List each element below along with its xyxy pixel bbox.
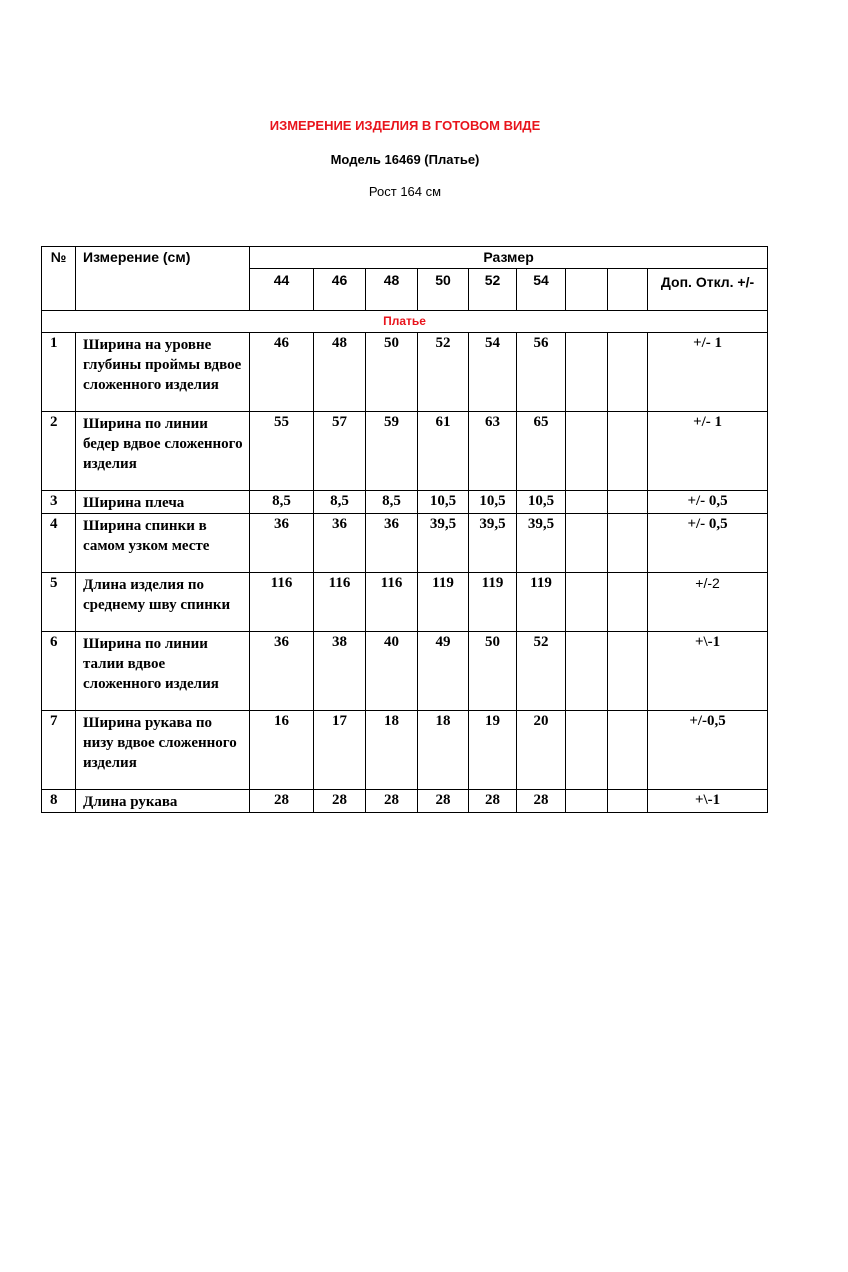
row-tolerance: +\-1	[648, 632, 768, 711]
row-value: 63	[469, 412, 517, 491]
row-value: 116	[314, 573, 366, 632]
row-value: 39,5	[418, 514, 469, 573]
row-number: 5	[42, 573, 76, 632]
row-value: 19	[469, 711, 517, 790]
empty-cell	[566, 269, 608, 311]
empty-cell	[608, 573, 648, 632]
measurement-table	[41, 246, 768, 813]
empty-cell	[608, 711, 648, 790]
empty-cell	[566, 711, 608, 790]
document-title: ИЗМЕРЕНИЕ ИЗДЕЛИЯ В ГОТОВОМ ВИДЕ	[269, 118, 541, 133]
row-value: 28	[469, 790, 517, 813]
row-value: 57	[314, 412, 366, 491]
row-number: 6	[42, 632, 76, 711]
row-value: 65	[517, 412, 566, 491]
row-tolerance: +/- 1	[648, 412, 768, 491]
row-value: 54	[469, 333, 517, 412]
row-value: 48	[314, 333, 366, 412]
row-value: 8,5	[314, 491, 366, 514]
empty-cell	[566, 790, 608, 813]
row-number: 2	[42, 412, 76, 491]
size-header: 44	[250, 269, 314, 311]
row-value: 28	[517, 790, 566, 813]
row-value: 36	[250, 632, 314, 711]
row-value: 36	[250, 514, 314, 573]
empty-cell	[608, 514, 648, 573]
row-measurement-name: Ширина плеча	[76, 491, 250, 514]
empty-cell	[608, 412, 648, 491]
row-measurement-name: Ширина рукава по низу вдвое сложенного изделия	[76, 711, 250, 790]
row-value: 17	[314, 711, 366, 790]
row-tolerance: +/- 0,5	[648, 491, 768, 514]
row-value: 116	[366, 573, 418, 632]
row-value: 61	[418, 412, 469, 491]
empty-cell	[608, 491, 648, 514]
empty-cell	[566, 412, 608, 491]
table-row	[42, 711, 768, 790]
row-value: 119	[469, 573, 517, 632]
row-value: 10,5	[517, 491, 566, 514]
empty-cell	[608, 333, 648, 412]
row-value: 40	[366, 632, 418, 711]
size-header: 48	[366, 269, 418, 311]
row-number: 4	[42, 514, 76, 573]
row-number: 1	[42, 333, 76, 412]
size-header: 54	[517, 269, 566, 311]
row-value: 10,5	[469, 491, 517, 514]
row-value: 28	[366, 790, 418, 813]
row-value: 116	[250, 573, 314, 632]
row-value: 52	[418, 333, 469, 412]
table-row	[42, 632, 768, 711]
row-value: 8,5	[366, 491, 418, 514]
row-value: 119	[418, 573, 469, 632]
row-value: 10,5	[418, 491, 469, 514]
row-value: 50	[469, 632, 517, 711]
empty-cell	[566, 514, 608, 573]
empty-cell	[608, 632, 648, 711]
row-value: 36	[366, 514, 418, 573]
row-value: 8,5	[250, 491, 314, 514]
row-measurement-name: Ширина по линии бедер вдвое сложенного изделия	[76, 412, 250, 491]
empty-cell	[608, 269, 648, 311]
row-number: 7	[42, 711, 76, 790]
header-number: №	[42, 247, 76, 311]
row-value: 39,5	[517, 514, 566, 573]
row-measurement-name: Ширина спинки в самом узком месте	[76, 514, 250, 573]
row-tolerance: +/-2	[648, 573, 768, 632]
table-row	[42, 790, 768, 813]
row-tolerance: +\-1	[648, 790, 768, 813]
row-value: 39,5	[469, 514, 517, 573]
row-number: 8	[42, 790, 76, 813]
header-tolerance: Доп. Откл. +/-	[648, 269, 768, 311]
row-value: 46	[250, 333, 314, 412]
header-measurement: Измерение (см)	[76, 247, 250, 311]
row-value: 55	[250, 412, 314, 491]
empty-cell	[608, 790, 648, 813]
empty-cell	[566, 491, 608, 514]
table-row	[42, 514, 768, 573]
row-value: 56	[517, 333, 566, 412]
row-value: 36	[314, 514, 366, 573]
row-value: 59	[366, 412, 418, 491]
row-value: 49	[418, 632, 469, 711]
row-measurement-name: Ширина по линии талии вдвое сложенного изделия	[76, 632, 250, 711]
row-measurement-name: Длина изделия по среднему шву спинки	[76, 573, 250, 632]
table-row	[42, 573, 768, 632]
row-value: 38	[314, 632, 366, 711]
size-header: 46	[314, 269, 366, 311]
row-tolerance: +/- 0,5	[648, 514, 768, 573]
empty-cell	[566, 632, 608, 711]
row-tolerance: +/- 1	[648, 333, 768, 412]
size-header: 52	[469, 269, 517, 311]
header-size: Размер	[250, 247, 768, 269]
row-value: 119	[517, 573, 566, 632]
row-value: 18	[366, 711, 418, 790]
row-value: 16	[250, 711, 314, 790]
row-measurement-name: Ширина на уровне глубины проймы вдвое сложенного изделия	[76, 333, 250, 412]
row-value: 28	[250, 790, 314, 813]
row-measurement-name: Длина рукава	[76, 790, 250, 813]
row-value: 28	[314, 790, 366, 813]
row-value: 20	[517, 711, 566, 790]
row-tolerance: +/-0,5	[648, 711, 768, 790]
row-value: 18	[418, 711, 469, 790]
table-row	[42, 333, 768, 412]
empty-cell	[566, 573, 608, 632]
row-number: 3	[42, 491, 76, 514]
table-row	[42, 491, 768, 514]
table-row	[42, 412, 768, 491]
section-dress: Платье	[42, 311, 768, 333]
height-label: Рост 164 см	[368, 184, 442, 199]
size-header: 50	[418, 269, 469, 311]
row-value: 28	[418, 790, 469, 813]
model-label: Модель 16469 (Платье)	[330, 152, 480, 167]
empty-cell	[566, 333, 608, 412]
row-value: 52	[517, 632, 566, 711]
row-value: 50	[366, 333, 418, 412]
